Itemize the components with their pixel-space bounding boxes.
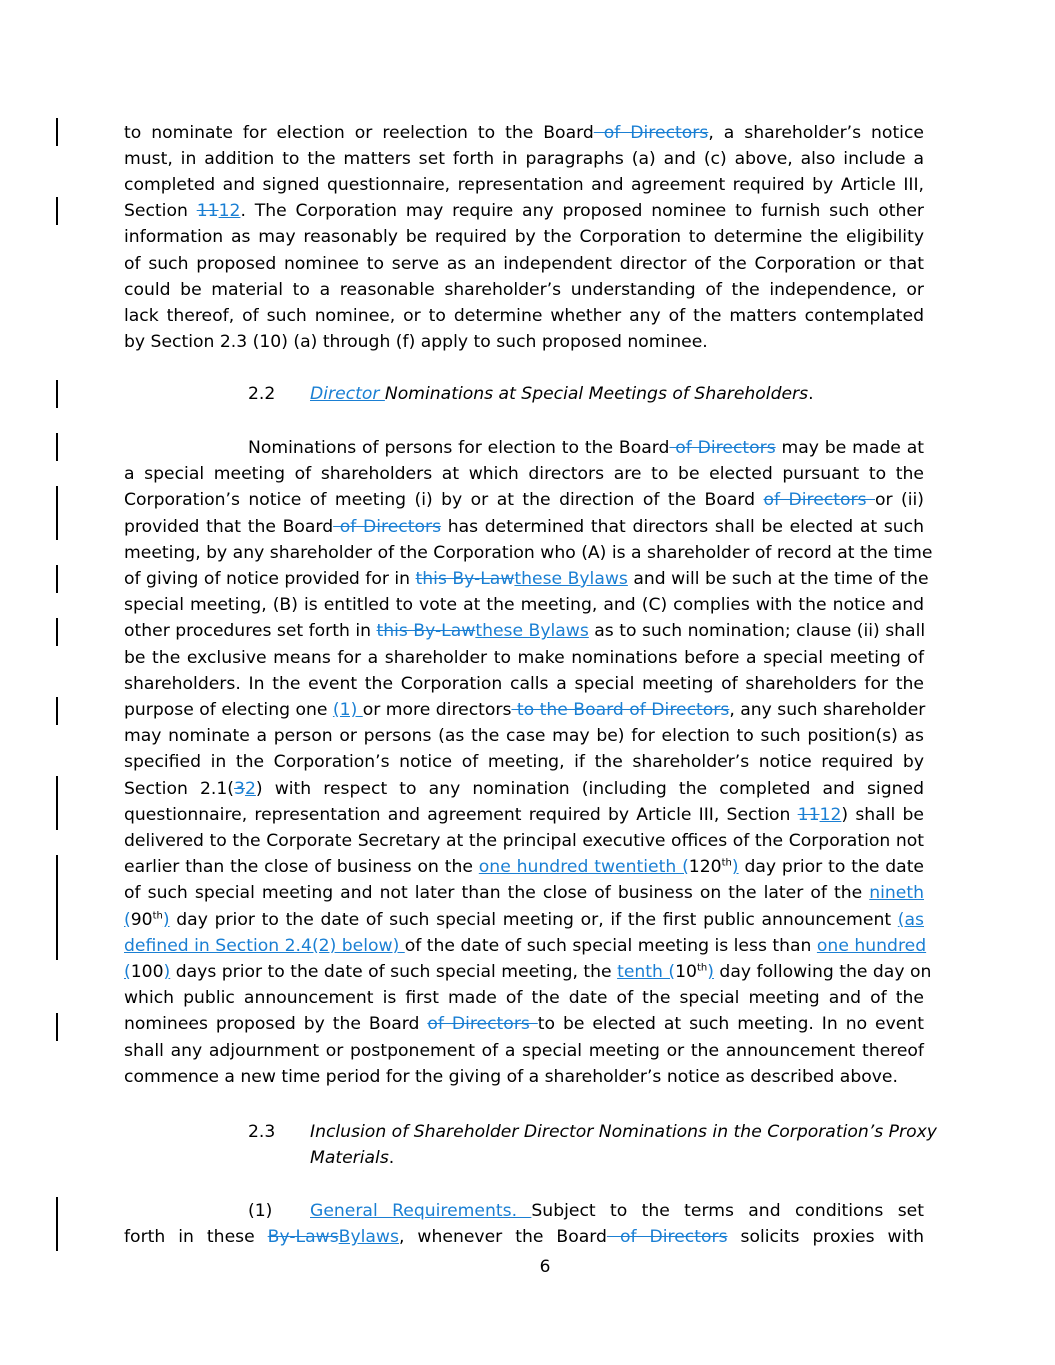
body-text: to be elected at such — [537, 1014, 738, 1035]
body-text: ) with respect to any nomination (including the completed and signed — [255, 778, 924, 799]
body-text: by Section 2.3 (10) (a) through (f) apply to such proposed nominee. — [124, 331, 708, 352]
change-bar — [56, 380, 58, 408]
text-line — [124, 697, 924, 723]
body-text: a special meeting of shareholders at which directors are to be elected pursuant to the — [124, 464, 924, 485]
deleted-text: of Directors — [669, 438, 776, 458]
text-line — [124, 723, 924, 749]
body-text: or more directors — [362, 700, 512, 720]
change-bar — [56, 565, 58, 593]
body-text: Corporation’s notice of meeting (i) by or at the direction of the Board — [124, 490, 764, 511]
text-line — [124, 198, 924, 224]
inserted-text: ) — [707, 962, 714, 982]
body-text: 120 — [688, 857, 722, 878]
text-line — [124, 645, 924, 671]
body-text: may nominate a person or persons (as the case may be) for election to such position(s) as — [124, 726, 924, 747]
text-line — [124, 618, 924, 644]
change-bar — [56, 1197, 58, 1251]
text-line — [124, 1038, 924, 1064]
body-text: commence a new time period for the giving of a shareholder’s notice as described above. — [124, 1066, 898, 1087]
inserted-text: defined in Section 2.4(2) below) — [124, 935, 405, 956]
body-text: information as may reasonably be required by the Corporation to determine the eligibility — [124, 227, 924, 248]
section-number: 2.3 — [248, 1122, 276, 1142]
body-text: lack thereof, of such nominee, or to determine whether any of the matters contemplated — [124, 305, 924, 326]
ordinal-suffix: th — [721, 857, 732, 869]
section-title — [310, 1119, 937, 1171]
body-text: shareholders. In the event the Corporation calls a special meeting of shareholders for the — [124, 673, 924, 694]
deleted-text: By-Laws — [267, 1227, 339, 1248]
change-bar — [56, 855, 58, 960]
body-text: day prior to the date — [738, 857, 925, 878]
text-line — [124, 802, 924, 828]
section-title-text: Materials — [310, 1148, 389, 1168]
inserted-text: nineth — [869, 883, 925, 904]
body-text: forth in these — [124, 1227, 268, 1248]
section-title — [310, 381, 814, 407]
change-bar — [56, 618, 58, 646]
deleted-text: this By-Law — [415, 569, 515, 589]
change-bar — [56, 433, 58, 461]
ordinal-suffix: th — [152, 909, 163, 921]
deleted-text: to the Board of Directors — [511, 700, 730, 720]
body-text: of the date of such special meeting is less than — [404, 935, 817, 956]
body-text: of such special meeting and not later than the close of business on the later of — [124, 883, 834, 904]
text-line — [124, 828, 924, 854]
inserted-text: these Bylaws — [514, 569, 628, 589]
inserted-text: one hundred twentieth ( — [478, 857, 689, 878]
text-line — [124, 776, 924, 802]
inserted-text: 12 — [218, 201, 241, 222]
deleted-text: this By-Law — [376, 621, 476, 642]
inserted-text: these Bylaws — [475, 621, 589, 642]
text-line — [124, 880, 924, 906]
body-text: shall any adjournment or postponement of a special meeting or the announcement thereof — [124, 1040, 924, 1061]
text-line — [124, 172, 924, 198]
deleted-text: of Directors — [593, 123, 709, 143]
body-text: may be made at — [775, 438, 924, 458]
body-text: of giving of notice provided for in — [124, 569, 416, 589]
subsection-number: (1) — [248, 1201, 273, 1221]
body-text: which public announcement is first made of the date of the special meeting and of the — [124, 988, 924, 1009]
text-line — [124, 959, 932, 985]
text-line — [124, 1224, 924, 1250]
body-text: of such proposed nominee to serve as an independent director of the Corporation or that — [124, 253, 924, 274]
text-line — [124, 749, 924, 775]
body-text: be the exclusive means for a shareholder to make nominations before a special meeting of — [124, 647, 924, 668]
body-text: Section — [124, 201, 197, 222]
text-line — [124, 933, 927, 959]
text-line — [124, 566, 929, 592]
body-text: , whenever the Board — [398, 1227, 607, 1248]
text-line — [124, 1064, 924, 1090]
text-line — [310, 1198, 924, 1224]
body-text: must, in addition to the matters set forth in paragraphs (a) and (c) above, also include a — [124, 149, 924, 170]
text-line — [124, 985, 924, 1011]
body-text: as to such nomination; clause (ii) shall — [588, 621, 926, 642]
change-bar — [56, 1013, 58, 1041]
body-text: completed and signed questionnaire, representation and agreement required by Article III, — [124, 175, 924, 196]
body-text: nominees proposed by the Board — [124, 1014, 428, 1035]
deleted-text: of Directors — [427, 1014, 538, 1035]
body-text: meeting, by any shareholder of the Corporation who (A) is a shareholder of record at the time — [124, 542, 933, 563]
inserted-text: ) — [163, 962, 171, 982]
change-bar — [56, 697, 58, 725]
body-text: Nominations of persons for election to the Board — [248, 438, 670, 458]
section-title-line: Inclusion of Shareholder Director Nominations in the Corporation’s Proxy — [310, 1122, 937, 1142]
text-line — [124, 487, 924, 513]
inserted-text: (as — [897, 909, 924, 930]
section-title-line — [310, 1145, 937, 1171]
section-title-period: . — [808, 384, 814, 404]
body-text: provided that the Board — [124, 516, 334, 537]
deleted-text: of Directors — [333, 516, 442, 537]
change-bar — [56, 197, 58, 225]
body-text: , any such shareholder — [729, 700, 926, 720]
section-title-period: . — [388, 1148, 395, 1168]
body-text: ) shall be — [841, 804, 924, 825]
body-text: questionnaire, representation and agreement required by Article III, Section — [124, 804, 798, 825]
inserted-text: Director — [310, 384, 385, 404]
body-text: , a shareholder’s notice — [708, 123, 924, 143]
deleted-text: of Directors — [763, 490, 875, 511]
body-text: days prior to the date of such special meeting, the — [170, 962, 618, 982]
body-text: or (ii) — [875, 490, 924, 511]
body-text: 100 — [130, 962, 164, 982]
body-text: the — [833, 883, 870, 904]
ordinal-suffix: th — [696, 962, 708, 974]
body-text: other procedures set forth in — [124, 621, 377, 642]
text-line — [124, 461, 924, 487]
body-text: day prior to the date of such special meeting or, if the first public announcement — [169, 909, 898, 930]
text-line — [124, 907, 924, 933]
text-line — [124, 303, 924, 329]
body-text: day following the day on — [713, 962, 932, 982]
deleted-text: of Directors — [606, 1227, 728, 1248]
inserted-text: ( — [124, 962, 131, 982]
body-text: purpose of electing one — [124, 700, 333, 720]
inserted-text: (1) — [332, 700, 363, 720]
body-text: . The Corporation may require any proposed nominee to furnish such other — [240, 201, 924, 222]
deleted-text: 11 — [797, 804, 820, 825]
inserted-text: ) — [731, 857, 739, 878]
body-text: has determined that directors shall be elected at such — [441, 516, 924, 537]
body-text: delivered to the Corporate Secretary at the principal executive offices of the Corporation not — [124, 831, 924, 851]
inserted-text: tenth ( — [617, 962, 676, 982]
text-line — [124, 329, 924, 355]
body-text: special meeting, (B) is entitled to vote at the meeting, and (C) complies with the notice and — [124, 595, 924, 616]
body-text: solicits proxies with — [727, 1227, 924, 1248]
text-line — [124, 514, 924, 540]
text-line — [124, 251, 924, 277]
body-text: meeting. In no event — [737, 1014, 924, 1035]
text-line — [124, 1011, 924, 1037]
text-line — [124, 224, 924, 250]
text-line — [124, 592, 924, 618]
body-text: could be material to a reasonable shareholder’s understanding of the independence, or — [124, 279, 924, 300]
page-number: 6 — [539, 1257, 551, 1277]
change-bar — [56, 776, 58, 830]
text-line — [124, 540, 933, 566]
body-text: 90 — [130, 909, 153, 930]
inserted-text: Bylaws — [338, 1227, 399, 1248]
text-line — [124, 854, 924, 880]
body-text: Section 2.1( — [124, 778, 235, 799]
change-bar — [56, 486, 58, 540]
deleted-text: 11 — [196, 201, 219, 222]
body-text: specified in the Corporation’s notice of meeting, if the shareholder’s notice required by — [124, 752, 924, 773]
text-line — [248, 435, 924, 461]
inserted-text: one hundred — [816, 935, 927, 956]
text-line — [124, 671, 924, 697]
inserted-text: ) — [162, 909, 170, 930]
deleted-text: 3 — [234, 778, 245, 799]
body-text: to nominate for election or reelection to the Board — [124, 123, 594, 143]
text-line — [124, 277, 924, 303]
section-title-text: Nominations at Special Meetings of Shareholders — [384, 384, 809, 404]
body-text: Subject to the terms and conditions set — [531, 1201, 924, 1221]
change-bar — [56, 118, 58, 146]
inserted-text: 12 — [819, 804, 842, 825]
body-text: 10 — [675, 962, 697, 982]
text-line — [124, 146, 924, 172]
inserted-text: ( — [124, 909, 131, 930]
inserted-text: General Requirements. — [310, 1201, 532, 1221]
section-number: 2.2 — [248, 384, 276, 404]
body-text: and will be such at the time of the — [627, 569, 929, 589]
inserted-text: 2 — [244, 778, 256, 799]
text-line — [124, 120, 924, 146]
body-text: earlier than the close of business on the — [124, 857, 479, 878]
